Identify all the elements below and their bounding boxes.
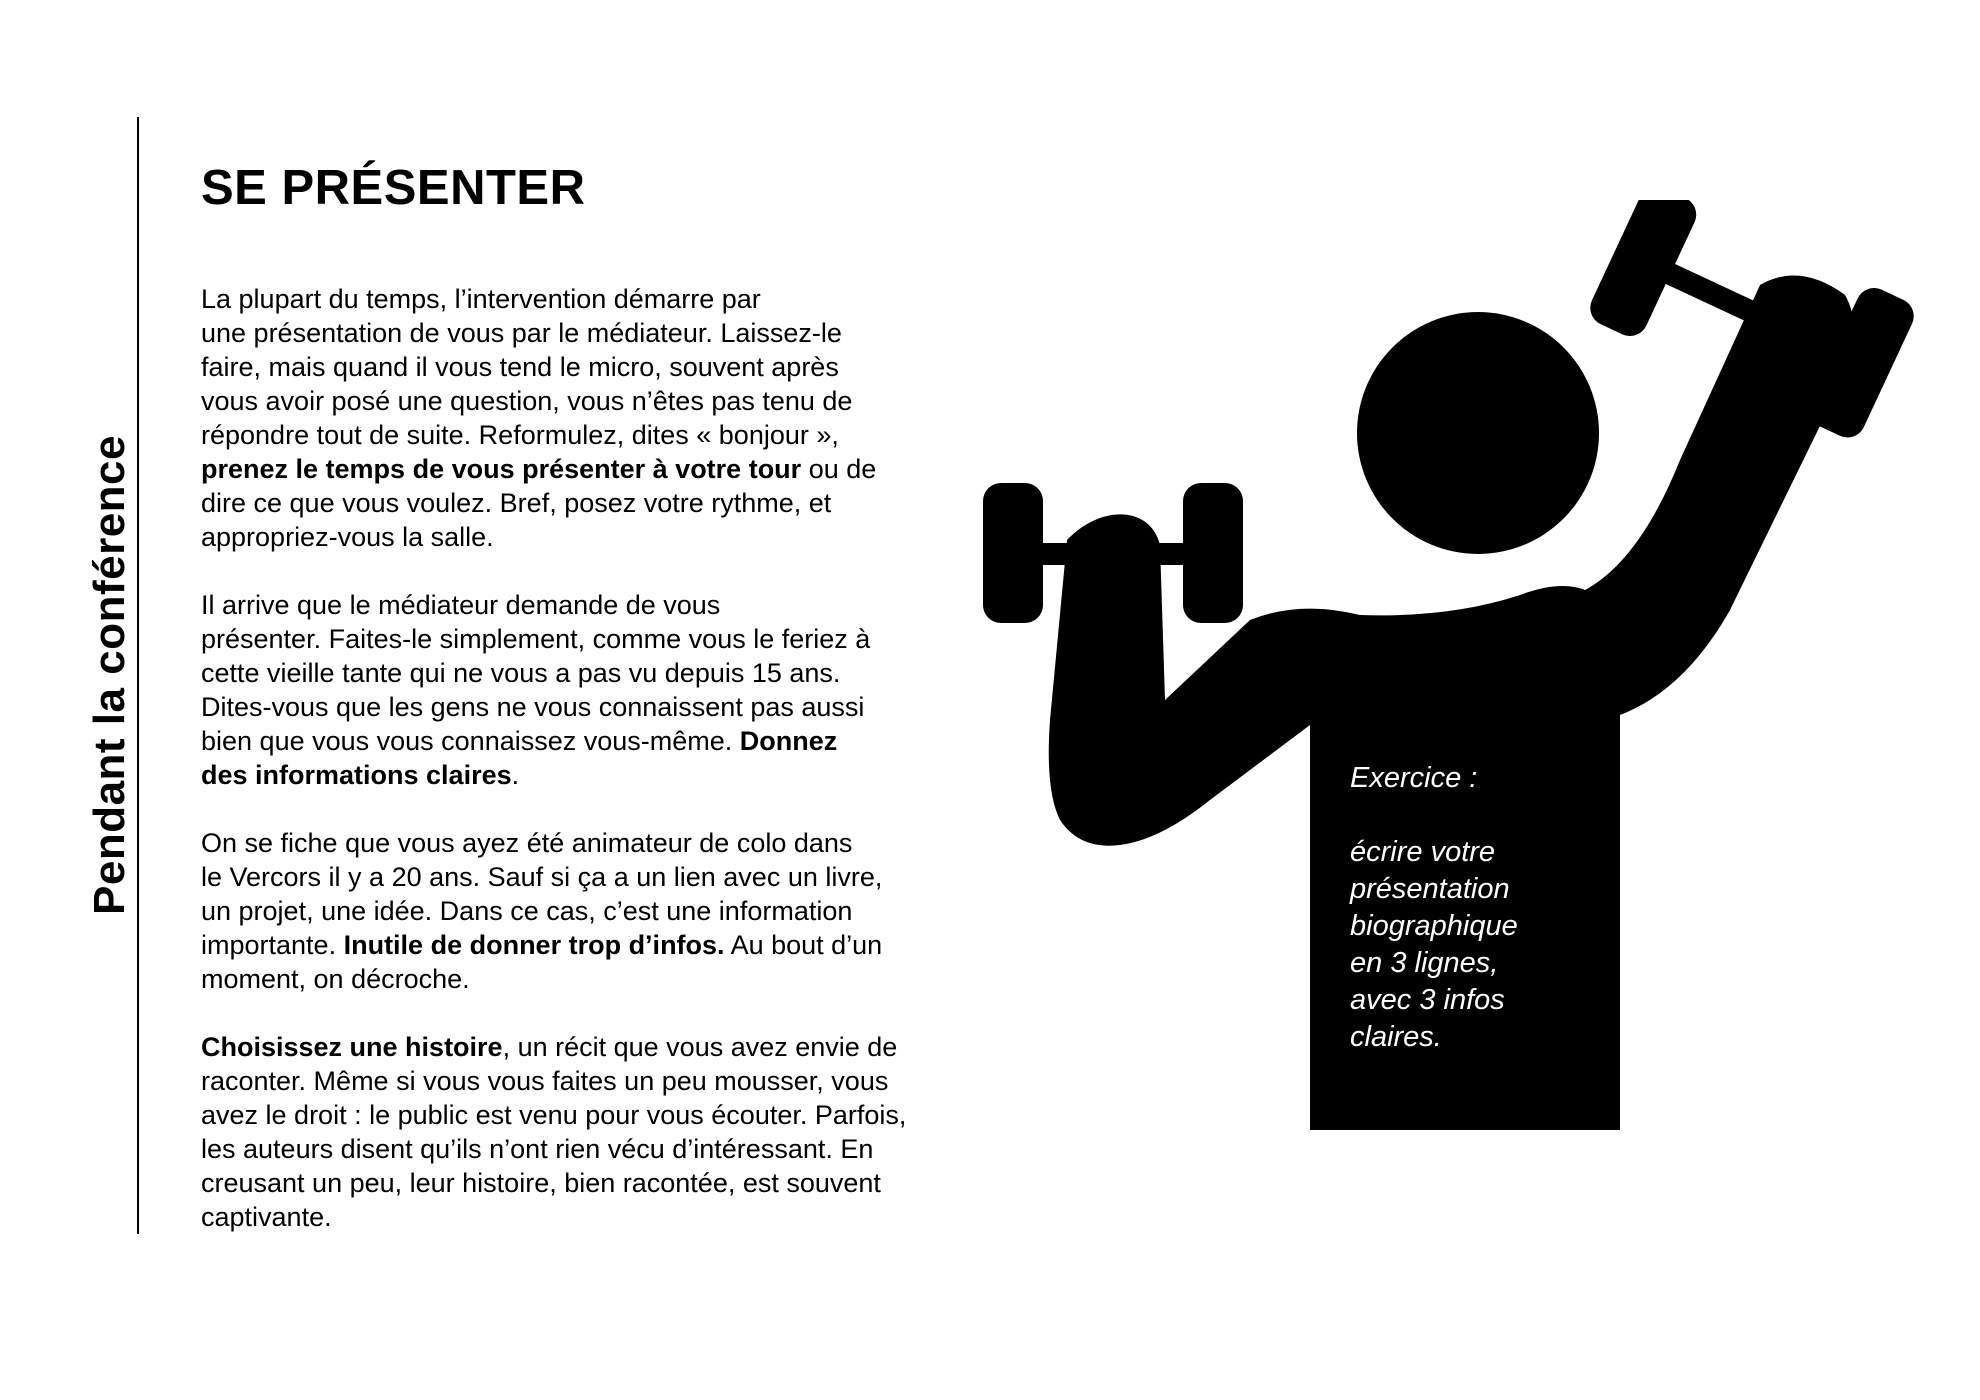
paragraph bbox=[201, 588, 961, 792]
exercise-line: avec 3 infos bbox=[1350, 984, 1505, 1016]
text-segment: ou de bbox=[801, 454, 877, 484]
text-line bbox=[201, 350, 961, 384]
text-line bbox=[201, 894, 961, 928]
text-segment: creusant un peu, leur histoire, bien racontée, est souvent bbox=[201, 1168, 881, 1198]
left-dumbbell-plate-inner bbox=[1183, 483, 1243, 623]
exercise-line: écrire votre bbox=[1350, 836, 1496, 868]
paragraph bbox=[201, 826, 961, 996]
text-line bbox=[201, 622, 961, 656]
text-line bbox=[201, 724, 961, 758]
text-line bbox=[201, 1064, 961, 1098]
text-segment: La plupart du temps, l’intervention démarre par bbox=[201, 284, 761, 314]
text-segment: Au bout d’un bbox=[724, 930, 883, 960]
text-segment: vous avoir posé une question, vous n’êtes pas tenu de bbox=[201, 386, 853, 416]
text-segment: bien que vous vous connaissez vous-même. bbox=[201, 726, 740, 756]
text-segment: un projet, une idée. Dans ce cas, c’est une information bbox=[201, 896, 853, 926]
bold-text: Inutile de donner trop d’infos. bbox=[343, 930, 725, 960]
text-segment: . bbox=[511, 760, 520, 790]
bold-text: des informations claires bbox=[201, 760, 512, 790]
text-line bbox=[201, 384, 961, 418]
text-segment: une présentation de vous par le médiateur. Laissez-le bbox=[201, 318, 842, 348]
text-segment: raconter. Même si vous vous faites un peu mousser, vous bbox=[201, 1066, 889, 1096]
text-segment: répondre tout de suite. Reformulez, dites « bonjour », bbox=[201, 420, 839, 450]
text-line bbox=[201, 588, 961, 622]
text-line bbox=[201, 826, 961, 860]
exercise-line: biographique bbox=[1350, 910, 1518, 942]
text-line bbox=[201, 962, 961, 996]
exercise-line: en 3 lignes, bbox=[1350, 947, 1499, 979]
body-text bbox=[201, 282, 961, 1268]
text-line bbox=[201, 860, 961, 894]
text-segment: , un récit que vous avez envie de bbox=[502, 1032, 898, 1062]
side-title: Pendant la conférence bbox=[85, 435, 134, 915]
text-line bbox=[201, 758, 961, 792]
text-segment: appropriez-vous la salle. bbox=[201, 522, 494, 552]
text-segment: les auteurs disent qu’ils n’ont rien vécu d’intéressant. En bbox=[201, 1134, 874, 1164]
exercise-line: présentation bbox=[1350, 873, 1510, 905]
exercise-title: Exercice : bbox=[1350, 762, 1478, 794]
text-line bbox=[201, 418, 961, 452]
text-line bbox=[201, 690, 961, 724]
text-segment: faire, mais quand il vous tend le micro, souvent après bbox=[201, 352, 839, 382]
text-segment: présenter. Faites-le simplement, comme vous le feriez à bbox=[201, 624, 871, 654]
bold-text: Choisissez une histoire bbox=[201, 1032, 503, 1062]
text-line bbox=[201, 316, 961, 350]
text-line bbox=[201, 1098, 961, 1132]
text-line bbox=[201, 282, 961, 316]
text-segment: cette vieille tante qui ne vous a pas vu depuis 15 ans. bbox=[201, 658, 841, 688]
text-segment: avez le droit : le public est venu pour vous écouter. Parfois, bbox=[201, 1100, 907, 1130]
text-line bbox=[201, 520, 961, 554]
left-dumbbell-plate-outer bbox=[983, 483, 1043, 623]
text-segment: On se fiche que vous ayez été animateur de colo dans bbox=[201, 828, 853, 858]
text-segment: moment, on décroche. bbox=[201, 964, 470, 994]
text-segment: Dites-vous que les gens ne vous connaissent pas aussi bbox=[201, 692, 865, 722]
text-line bbox=[201, 656, 961, 690]
text-line bbox=[201, 928, 961, 962]
text-segment: dire ce que vous voulez. Bref, posez votre rythme, et bbox=[201, 488, 832, 518]
exercise-line: claires. bbox=[1350, 1021, 1442, 1053]
paragraph bbox=[201, 282, 961, 554]
bold-text: Donnez bbox=[739, 726, 838, 756]
text-line bbox=[201, 486, 961, 520]
bold-text: prenez le temps de vous présenter à votre tour bbox=[201, 454, 802, 484]
text-segment: captivante. bbox=[201, 1202, 332, 1232]
text-line bbox=[201, 1166, 961, 1200]
paragraph bbox=[201, 1030, 961, 1234]
text-line bbox=[201, 452, 961, 486]
exercise-box bbox=[1350, 760, 1590, 1056]
text-segment: Il arrive que le médiateur demande de vous bbox=[201, 590, 721, 620]
text-line bbox=[201, 1132, 961, 1166]
text-line bbox=[201, 1200, 961, 1234]
text-segment: importante. bbox=[201, 930, 344, 960]
figure-head bbox=[1357, 312, 1599, 554]
side-divider bbox=[137, 117, 139, 1234]
text-segment: le Vercors il y a 20 ans. Sauf si ça a un lien avec un livre, bbox=[201, 862, 883, 892]
text-line bbox=[201, 1030, 961, 1064]
page-title: SE PRÉSENTER bbox=[201, 161, 586, 215]
